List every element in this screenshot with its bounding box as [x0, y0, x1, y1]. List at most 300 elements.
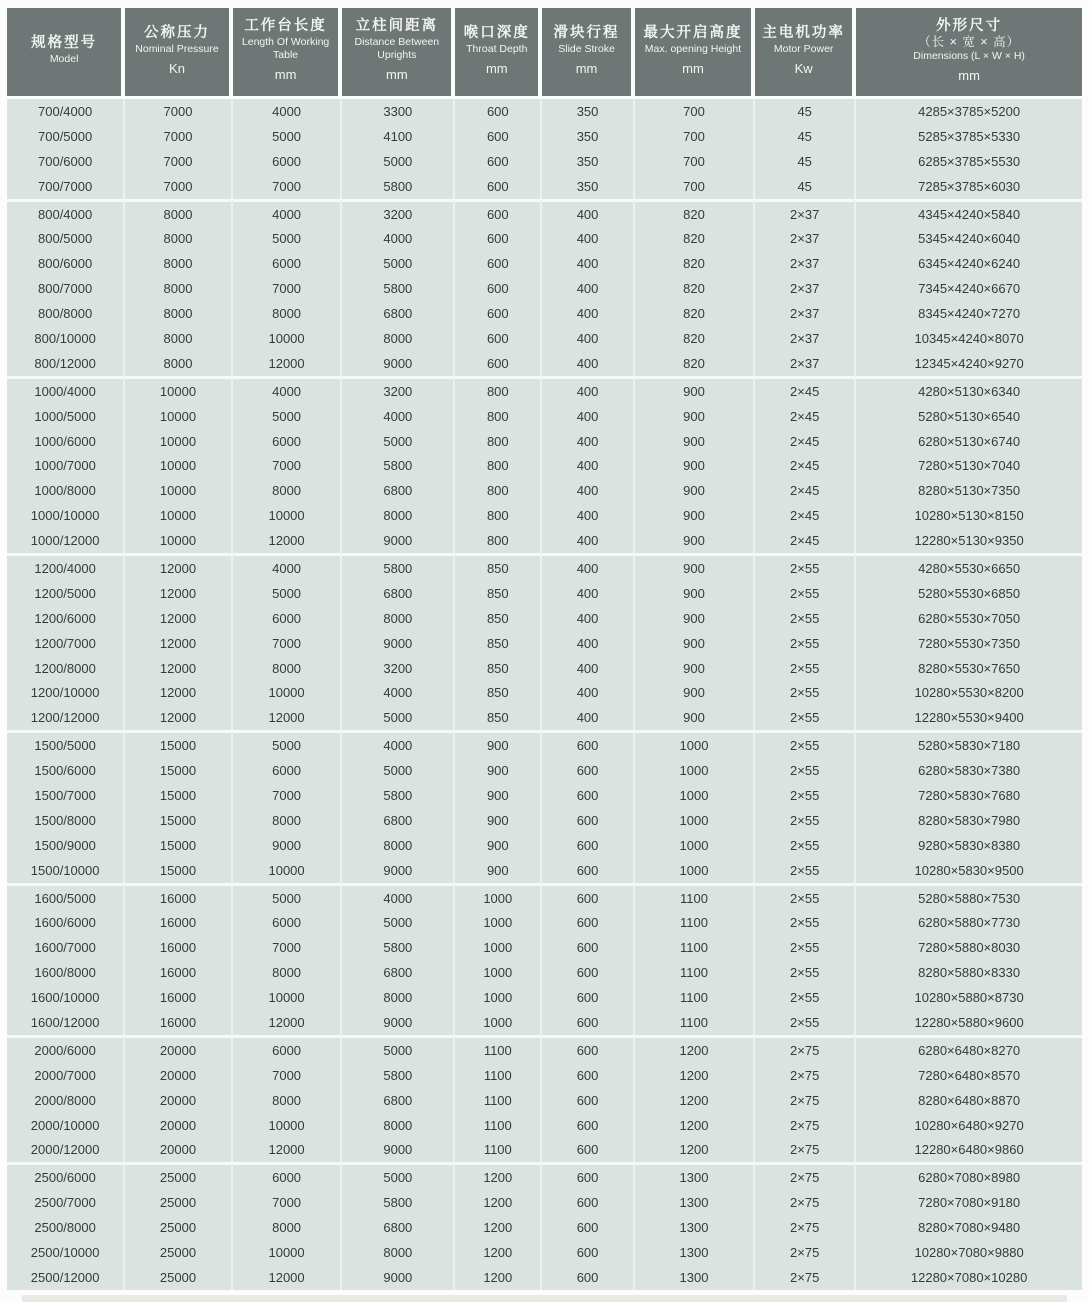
cell-nominal-pressure: 8000: [125, 276, 233, 301]
cell-uprights-distance: 5800: [342, 174, 455, 199]
table-row: [7, 758, 1082, 783]
cell-slide-stroke: 600: [542, 1240, 634, 1265]
cell-motor-power: 2×37: [755, 326, 856, 351]
table-row: [7, 883, 1082, 911]
cell-dimensions: 7280×7080×9180: [856, 1190, 1082, 1215]
cell-nominal-pressure: 10000: [125, 503, 233, 528]
cell-max-opening-height: 900: [635, 680, 755, 705]
cell-motor-power: 2×37: [755, 226, 856, 251]
cell-uprights-distance: 9000: [342, 631, 455, 656]
cell-working-table-length: 8000: [233, 1215, 343, 1240]
header-title-zh: 主电机功率: [762, 24, 845, 41]
model-cell: 1600/8000: [7, 960, 125, 985]
table-row: [7, 149, 1082, 174]
cell-working-table-length: 6000: [233, 251, 343, 276]
header-unit: mm: [274, 67, 297, 82]
model-cell: 1000/10000: [7, 503, 125, 528]
model-cell: 2000/10000: [7, 1113, 125, 1138]
cell-working-table-length: 7000: [233, 935, 343, 960]
cell-slide-stroke: 350: [542, 174, 634, 199]
table-row: [7, 226, 1082, 251]
cell-slide-stroke: 350: [542, 99, 634, 124]
cell-nominal-pressure: 8000: [125, 326, 233, 351]
table-row: [7, 99, 1082, 124]
cell-max-opening-height: 1000: [635, 808, 755, 833]
cell-throat-depth: 800: [455, 503, 542, 528]
cell-max-opening-height: 820: [635, 301, 755, 326]
model-cell: 1000/12000: [7, 528, 125, 553]
cell-motor-power: 2×45: [755, 478, 856, 503]
cell-dimensions: 4280×5530×6650: [856, 553, 1082, 581]
cell-uprights-distance: 5000: [342, 1035, 455, 1063]
cell-slide-stroke: 600: [542, 1063, 634, 1088]
cell-max-opening-height: 820: [635, 326, 755, 351]
cell-max-opening-height: 900: [635, 376, 755, 404]
cell-throat-depth: 850: [455, 656, 542, 681]
cell-dimensions: 5345×4240×6040: [856, 226, 1082, 251]
cell-dimensions: 10345×4240×8070: [856, 326, 1082, 351]
cell-throat-depth: 1100: [455, 1063, 542, 1088]
cell-motor-power: 45: [755, 124, 856, 149]
model-cell: 1200/5000: [7, 581, 125, 606]
cell-max-opening-height: 900: [635, 631, 755, 656]
table-row: [7, 1063, 1082, 1088]
cell-max-opening-height: 1300: [635, 1215, 755, 1240]
cell-dimensions: 12280×5880×9600: [856, 1010, 1082, 1035]
cell-working-table-length: 8000: [233, 301, 343, 326]
cell-slide-stroke: 400: [542, 478, 634, 503]
cell-dimensions: 6280×5830×7380: [856, 758, 1082, 783]
cell-uprights-distance: 3200: [342, 199, 455, 227]
cell-throat-depth: 800: [455, 478, 542, 503]
cell-uprights-distance: 4100: [342, 124, 455, 149]
cell-max-opening-height: 820: [635, 276, 755, 301]
cell-working-table-length: 4000: [233, 376, 343, 404]
cell-motor-power: 2×55: [755, 606, 856, 631]
table-row: [7, 1265, 1082, 1290]
cell-throat-depth: 800: [455, 528, 542, 553]
cell-nominal-pressure: 15000: [125, 730, 233, 758]
cell-motor-power: 2×75: [755, 1190, 856, 1215]
cell-slide-stroke: 400: [542, 656, 634, 681]
cell-motor-power: 2×55: [755, 1010, 856, 1035]
model-cell: 1500/5000: [7, 730, 125, 758]
cell-throat-depth: 1100: [455, 1035, 542, 1063]
cell-max-opening-height: 1200: [635, 1063, 755, 1088]
model-cell: 800/7000: [7, 276, 125, 301]
cell-nominal-pressure: 7000: [125, 174, 233, 199]
model-cell: 1200/4000: [7, 553, 125, 581]
cell-dimensions: 10280×5130×8150: [856, 503, 1082, 528]
model-cell: 1600/5000: [7, 883, 125, 911]
cell-working-table-length: 6000: [233, 429, 343, 454]
cell-slide-stroke: 400: [542, 606, 634, 631]
cell-slide-stroke: 400: [542, 453, 634, 478]
model-cell: 1000/5000: [7, 404, 125, 429]
cell-throat-depth: 1200: [455, 1190, 542, 1215]
column-header-model: [7, 8, 125, 99]
cell-nominal-pressure: 25000: [125, 1162, 233, 1190]
cell-working-table-length: 4000: [233, 553, 343, 581]
table-row: [7, 730, 1082, 758]
cell-uprights-distance: 6800: [342, 478, 455, 503]
cell-throat-depth: 800: [455, 404, 542, 429]
cell-slide-stroke: 600: [542, 730, 634, 758]
table-row: [7, 429, 1082, 454]
cell-uprights-distance: 8000: [342, 503, 455, 528]
column-header-nominal-pressure: [125, 8, 233, 99]
model-cell: 2000/8000: [7, 1088, 125, 1113]
cell-throat-depth: 800: [455, 453, 542, 478]
cell-max-opening-height: 900: [635, 606, 755, 631]
cell-slide-stroke: 600: [542, 1215, 634, 1240]
cell-nominal-pressure: 15000: [125, 808, 233, 833]
table-row: [7, 1035, 1082, 1063]
header-title-zh: 最大开启高度: [643, 24, 743, 41]
cell-motor-power: 2×37: [755, 276, 856, 301]
cell-nominal-pressure: 16000: [125, 935, 233, 960]
cell-throat-depth: 1200: [455, 1265, 542, 1290]
cell-uprights-distance: 5800: [342, 783, 455, 808]
model-cell: 800/10000: [7, 326, 125, 351]
cell-slide-stroke: 600: [542, 1113, 634, 1138]
table-row: [7, 528, 1082, 553]
model-cell: 1000/8000: [7, 478, 125, 503]
cell-working-table-length: 7000: [233, 1063, 343, 1088]
cell-throat-depth: 850: [455, 680, 542, 705]
cell-throat-depth: 900: [455, 758, 542, 783]
model-cell: 1600/7000: [7, 935, 125, 960]
table-body: [7, 99, 1082, 1290]
cell-motor-power: 2×37: [755, 301, 856, 326]
model-cell: 1500/8000: [7, 808, 125, 833]
cell-dimensions: 5280×5130×6540: [856, 404, 1082, 429]
cell-motor-power: 2×55: [755, 656, 856, 681]
cell-motor-power: 2×55: [755, 631, 856, 656]
cell-dimensions: 10280×6480×9270: [856, 1113, 1082, 1138]
cell-motor-power: 2×55: [755, 581, 856, 606]
cell-uprights-distance: 5000: [342, 1162, 455, 1190]
cell-throat-depth: 600: [455, 149, 542, 174]
cell-dimensions: 8280×5830×7980: [856, 808, 1082, 833]
table-row: [7, 911, 1082, 936]
model-cell: 1500/6000: [7, 758, 125, 783]
cell-max-opening-height: 1000: [635, 758, 755, 783]
cell-max-opening-height: 700: [635, 149, 755, 174]
cell-slide-stroke: 400: [542, 631, 634, 656]
cell-throat-depth: 1000: [455, 960, 542, 985]
cell-uprights-distance: 5000: [342, 758, 455, 783]
cell-slide-stroke: 400: [542, 404, 634, 429]
table-row: [7, 276, 1082, 301]
cell-throat-depth: 1000: [455, 1010, 542, 1035]
cell-dimensions: 8280×5530×7650: [856, 656, 1082, 681]
cell-uprights-distance: 4000: [342, 226, 455, 251]
cell-dimensions: 10280×7080×9880: [856, 1240, 1082, 1265]
cell-uprights-distance: 5000: [342, 705, 455, 730]
table-row: [7, 808, 1082, 833]
header-title-zh: 公称压力: [144, 24, 210, 41]
cell-uprights-distance: 9000: [342, 528, 455, 553]
header-unit: mm: [575, 60, 598, 76]
table-row: [7, 833, 1082, 858]
cell-dimensions: 9280×5830×8380: [856, 833, 1082, 858]
table-row: [7, 478, 1082, 503]
cell-max-opening-height: 700: [635, 99, 755, 124]
cell-uprights-distance: 9000: [342, 858, 455, 883]
cell-slide-stroke: 400: [542, 528, 634, 553]
cell-max-opening-height: 900: [635, 429, 755, 454]
cell-nominal-pressure: 7000: [125, 149, 233, 174]
cell-working-table-length: 7000: [233, 783, 343, 808]
cell-nominal-pressure: 10000: [125, 376, 233, 404]
cell-motor-power: 2×37: [755, 251, 856, 276]
cell-slide-stroke: 600: [542, 1035, 634, 1063]
cell-slide-stroke: 600: [542, 1138, 634, 1163]
cell-nominal-pressure: 10000: [125, 528, 233, 553]
cell-working-table-length: 12000: [233, 1138, 343, 1163]
cell-motor-power: 2×55: [755, 758, 856, 783]
cell-nominal-pressure: 15000: [125, 783, 233, 808]
cell-working-table-length: 6000: [233, 911, 343, 936]
cell-motor-power: 2×75: [755, 1138, 856, 1163]
cell-nominal-pressure: 16000: [125, 883, 233, 911]
cell-dimensions: 12280×5530×9400: [856, 705, 1082, 730]
cell-nominal-pressure: 25000: [125, 1240, 233, 1265]
cell-working-table-length: 12000: [233, 1265, 343, 1290]
cell-nominal-pressure: 20000: [125, 1063, 233, 1088]
model-cell: 1500/10000: [7, 858, 125, 883]
table-row: [7, 553, 1082, 581]
cell-motor-power: 2×55: [755, 833, 856, 858]
cell-max-opening-height: 1300: [635, 1190, 755, 1215]
cell-slide-stroke: 400: [542, 199, 634, 227]
cell-working-table-length: 6000: [233, 758, 343, 783]
cell-slide-stroke: 400: [542, 226, 634, 251]
cell-slide-stroke: 400: [542, 581, 634, 606]
table-row: [7, 960, 1082, 985]
cell-max-opening-height: 1300: [635, 1240, 755, 1265]
header-title-en: Motor Power: [773, 42, 834, 55]
table-row: [7, 404, 1082, 429]
cell-uprights-distance: 6800: [342, 301, 455, 326]
table-row: [7, 301, 1082, 326]
cell-motor-power: 2×45: [755, 404, 856, 429]
cell-dimensions: 8280×7080×9480: [856, 1215, 1082, 1240]
cell-max-opening-height: 900: [635, 453, 755, 478]
cell-slide-stroke: 600: [542, 960, 634, 985]
cell-uprights-distance: 8000: [342, 1113, 455, 1138]
cell-motor-power: 2×55: [755, 808, 856, 833]
cell-uprights-distance: 6800: [342, 1088, 455, 1113]
header-title-en: Throat Depth: [466, 42, 528, 55]
cell-working-table-length: 10000: [233, 503, 343, 528]
cell-working-table-length: 10000: [233, 326, 343, 351]
cell-dimensions: 10280×5880×8730: [856, 985, 1082, 1010]
cell-throat-depth: 1000: [455, 935, 542, 960]
cell-working-table-length: 8000: [233, 808, 343, 833]
cell-dimensions: 6285×3785×5530: [856, 149, 1082, 174]
cell-working-table-length: 10000: [233, 1240, 343, 1265]
cell-throat-depth: 800: [455, 376, 542, 404]
cell-max-opening-height: 1100: [635, 883, 755, 911]
cell-slide-stroke: 400: [542, 351, 634, 376]
cell-motor-power: 2×75: [755, 1088, 856, 1113]
cell-motor-power: 2×37: [755, 199, 856, 227]
model-cell: 2500/7000: [7, 1190, 125, 1215]
cell-throat-depth: 1200: [455, 1240, 542, 1265]
cell-throat-depth: 1200: [455, 1162, 542, 1190]
cell-dimensions: 8280×5880×8330: [856, 960, 1082, 985]
cell-motor-power: 2×45: [755, 503, 856, 528]
cell-motor-power: 2×55: [755, 883, 856, 911]
header-title-zh: 外形尺寸: [936, 17, 1003, 34]
header-title-zh: 立柱间距离: [355, 18, 439, 34]
cell-dimensions: 6280×5130×6740: [856, 429, 1082, 454]
model-cell: 800/5000: [7, 226, 125, 251]
cell-dimensions: 8345×4240×7270: [856, 301, 1082, 326]
header-title-en: Slide Stroke: [558, 42, 615, 55]
cell-working-table-length: 5000: [233, 124, 343, 149]
cell-max-opening-height: 820: [635, 226, 755, 251]
cell-dimensions: 6280×5880×7730: [856, 911, 1082, 936]
header-row: [7, 8, 1082, 99]
cell-working-table-length: 10000: [233, 680, 343, 705]
header-title-en: Model: [49, 52, 79, 65]
header-title-en: Length Of Working Table: [241, 36, 330, 61]
cell-motor-power: 2×45: [755, 453, 856, 478]
cell-nominal-pressure: 10000: [125, 478, 233, 503]
cell-uprights-distance: 6800: [342, 581, 455, 606]
cell-working-table-length: 4000: [233, 199, 343, 227]
cell-max-opening-height: 700: [635, 124, 755, 149]
cell-working-table-length: 5000: [233, 404, 343, 429]
cell-slide-stroke: 600: [542, 1162, 634, 1190]
cell-slide-stroke: 400: [542, 251, 634, 276]
cell-nominal-pressure: 25000: [125, 1215, 233, 1240]
cell-motor-power: 2×75: [755, 1240, 856, 1265]
header-title-zh: 滑块行程: [553, 24, 620, 41]
cell-motor-power: 45: [755, 99, 856, 124]
cell-nominal-pressure: 16000: [125, 985, 233, 1010]
cell-motor-power: 2×55: [755, 985, 856, 1010]
cell-motor-power: 2×75: [755, 1063, 856, 1088]
cell-working-table-length: 5000: [233, 730, 343, 758]
header-title-en: Dimensions (L × W × H): [913, 49, 1025, 62]
model-cell: 1200/10000: [7, 680, 125, 705]
cell-dimensions: 8280×5130×7350: [856, 478, 1082, 503]
table-row: [7, 1113, 1082, 1138]
table-row: [7, 581, 1082, 606]
table-row: [7, 1215, 1082, 1240]
table-row: [7, 1088, 1082, 1113]
cell-nominal-pressure: 8000: [125, 251, 233, 276]
cell-dimensions: 12280×5130×9350: [856, 528, 1082, 553]
cell-motor-power: 2×55: [755, 783, 856, 808]
cell-dimensions: 5280×5830×7180: [856, 730, 1082, 758]
cell-throat-depth: 900: [455, 833, 542, 858]
cell-max-opening-height: 900: [635, 705, 755, 730]
cell-slide-stroke: 400: [542, 276, 634, 301]
cell-working-table-length: 8000: [233, 656, 343, 681]
table-row: [7, 376, 1082, 404]
cell-dimensions: 7280×5530×7350: [856, 631, 1082, 656]
cell-max-opening-height: 1000: [635, 730, 755, 758]
cell-nominal-pressure: 12000: [125, 606, 233, 631]
cell-uprights-distance: 9000: [342, 1010, 455, 1035]
cell-uprights-distance: 4000: [342, 730, 455, 758]
cell-nominal-pressure: 15000: [125, 858, 233, 883]
cell-throat-depth: 1000: [455, 883, 542, 911]
cell-dimensions: 6280×6480×8270: [856, 1035, 1082, 1063]
cell-uprights-distance: 5800: [342, 453, 455, 478]
model-cell: 1000/4000: [7, 376, 125, 404]
cell-motor-power: 2×55: [755, 911, 856, 936]
cell-uprights-distance: 5800: [342, 553, 455, 581]
cell-motor-power: 2×75: [755, 1035, 856, 1063]
model-cell: 1200/6000: [7, 606, 125, 631]
cell-slide-stroke: 600: [542, 783, 634, 808]
cell-working-table-length: 5000: [233, 581, 343, 606]
cell-throat-depth: 850: [455, 553, 542, 581]
cell-uprights-distance: 5800: [342, 1190, 455, 1215]
model-cell: 2500/10000: [7, 1240, 125, 1265]
table-row: [7, 1162, 1082, 1190]
cell-throat-depth: 600: [455, 99, 542, 124]
cell-dimensions: 7280×5130×7040: [856, 453, 1082, 478]
cell-max-opening-height: 900: [635, 528, 755, 553]
model-cell: 800/6000: [7, 251, 125, 276]
cell-uprights-distance: 9000: [342, 1265, 455, 1290]
column-header-throat-depth: [455, 8, 542, 99]
cell-uprights-distance: 8000: [342, 326, 455, 351]
press-specifications-table: [7, 8, 1082, 1290]
table-row: [7, 251, 1082, 276]
model-cell: 1600/6000: [7, 911, 125, 936]
cell-throat-depth: 900: [455, 808, 542, 833]
cell-nominal-pressure: 12000: [125, 553, 233, 581]
cell-throat-depth: 600: [455, 199, 542, 227]
cell-max-opening-height: 1200: [635, 1088, 755, 1113]
cell-uprights-distance: 4000: [342, 404, 455, 429]
cell-max-opening-height: 1100: [635, 935, 755, 960]
cell-dimensions: 6280×5530×7050: [856, 606, 1082, 631]
cell-max-opening-height: 1200: [635, 1138, 755, 1163]
cell-max-opening-height: 1200: [635, 1113, 755, 1138]
cell-throat-depth: 900: [455, 730, 542, 758]
cell-throat-depth: 600: [455, 124, 542, 149]
model-cell: 1600/10000: [7, 985, 125, 1010]
model-cell: 2500/8000: [7, 1215, 125, 1240]
cell-slide-stroke: 400: [542, 376, 634, 404]
cell-uprights-distance: 4000: [342, 680, 455, 705]
cell-max-opening-height: 1100: [635, 1010, 755, 1035]
cell-nominal-pressure: 15000: [125, 833, 233, 858]
cell-nominal-pressure: 10000: [125, 429, 233, 454]
cell-slide-stroke: 400: [542, 553, 634, 581]
cell-working-table-length: 9000: [233, 833, 343, 858]
cell-nominal-pressure: 20000: [125, 1088, 233, 1113]
cell-throat-depth: 1100: [455, 1113, 542, 1138]
cell-motor-power: 2×75: [755, 1215, 856, 1240]
model-cell: 800/12000: [7, 351, 125, 376]
cell-dimensions: 12280×6480×9860: [856, 1138, 1082, 1163]
cell-working-table-length: 10000: [233, 858, 343, 883]
cell-motor-power: 2×55: [755, 553, 856, 581]
cell-nominal-pressure: 7000: [125, 124, 233, 149]
model-cell: 1600/12000: [7, 1010, 125, 1035]
table-row: [7, 656, 1082, 681]
